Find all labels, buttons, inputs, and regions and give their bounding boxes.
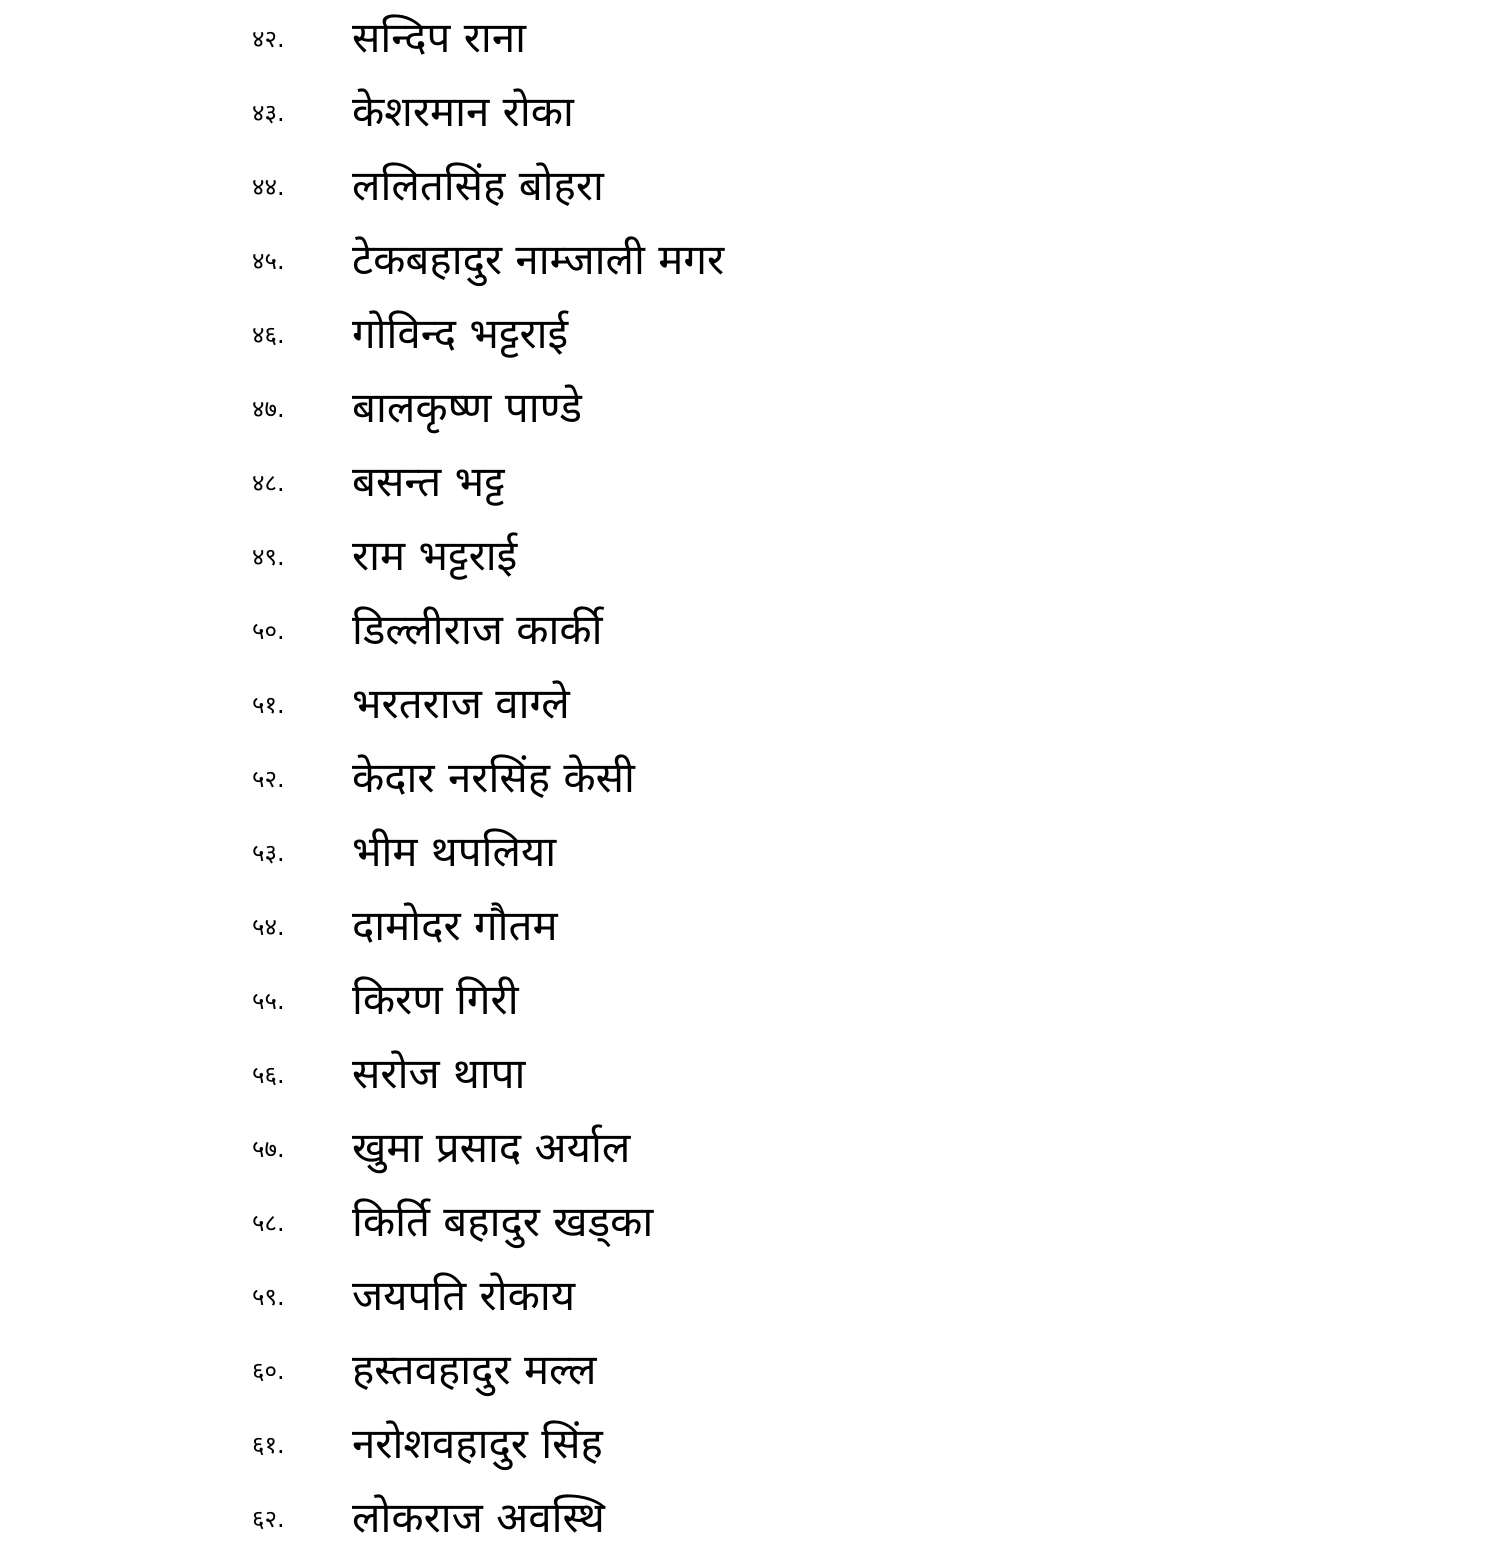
list-item-number: ४८. <box>252 469 285 497</box>
list-item-number: ५५. <box>252 987 285 1015</box>
list-item-name: भीम थपलिया <box>352 827 557 876</box>
list-item-name: सरोज थापा <box>352 1049 526 1098</box>
list-item-number: ५९. <box>252 1283 285 1311</box>
list-item <box>0 520 1500 594</box>
list-item-name: केशरमान रोका <box>352 87 574 136</box>
list-item-name: सन्दिप राना <box>352 13 527 62</box>
list-item <box>0 224 1500 298</box>
list-item-name: केदार नरसिंह केसी <box>352 753 635 802</box>
list-item-number: ५३. <box>252 839 285 867</box>
list-item <box>0 150 1500 224</box>
list-item-name: ललितसिंह बोहरा <box>352 161 604 210</box>
list-item-name: किर्ति बहादुर खड्का <box>352 1197 654 1246</box>
list-item <box>0 594 1500 668</box>
list-item-number: ६०. <box>252 1357 285 1385</box>
list-item-name: टेकबहादुर नाम्जाली मगर <box>352 235 725 284</box>
list-item-number: ५२. <box>252 765 285 793</box>
list-item-number: ५०. <box>252 617 285 645</box>
list-item-number: ४५. <box>252 247 285 275</box>
list-item-name: राम भट्टराई <box>352 531 518 580</box>
list-item-number: ५१. <box>252 691 285 719</box>
list-item-number: ५६. <box>252 1061 285 1089</box>
list-item <box>0 1112 1500 1186</box>
list-item <box>0 742 1500 816</box>
list-item-name: लोकराज अवस्थि <box>352 1493 605 1542</box>
list-item-name: दामोदर गौतम <box>352 901 558 950</box>
list-item-number: ६१. <box>252 1431 285 1459</box>
list-item-name: हस्तवहादुर मल्ल <box>352 1345 597 1394</box>
list-item <box>0 964 1500 1038</box>
list-item-name: खुमा प्रसाद अर्याल <box>352 1123 631 1172</box>
list-item-number: ५८. <box>252 1209 285 1237</box>
list-item-number: ४९. <box>252 543 285 571</box>
list-item <box>0 1482 1500 1556</box>
list-item <box>0 668 1500 742</box>
list-item <box>0 1038 1500 1112</box>
list-item-name: गोविन्द भट्टराई <box>352 309 569 358</box>
list-item-number: ४७. <box>252 395 285 423</box>
list-item <box>0 76 1500 150</box>
list-item-number: ४६. <box>252 321 285 349</box>
list-item-number: ४२. <box>252 25 285 53</box>
list-item <box>0 372 1500 446</box>
list-item <box>0 1334 1500 1408</box>
list-item-name: जयपति रोकाय <box>352 1271 576 1320</box>
list-item-name: भरतराज वाग्ले <box>352 679 570 728</box>
list-item-name: नरोशवहादुर सिंह <box>352 1419 603 1468</box>
list-item-name: बालकृष्ण पाण्डे <box>352 383 582 432</box>
list-item-name: डिल्लीराज कार्की <box>352 605 603 654</box>
list-item <box>0 1186 1500 1260</box>
list-item <box>0 1408 1500 1482</box>
list-item-name: किरण गिरी <box>352 975 519 1024</box>
list-item <box>0 446 1500 520</box>
list-item-number: ५४. <box>252 913 285 941</box>
list-item <box>0 816 1500 890</box>
list-item-number: ५७. <box>252 1135 285 1163</box>
list-item-number: ६२. <box>252 1505 285 1533</box>
list-item <box>0 1260 1500 1334</box>
list-item <box>0 298 1500 372</box>
list-item-name: बसन्त भट्ट <box>352 457 505 506</box>
list-item <box>0 890 1500 964</box>
list-item-number: ४३. <box>252 99 285 127</box>
list-item <box>0 2 1500 76</box>
list-item-number: ४४. <box>252 173 285 201</box>
